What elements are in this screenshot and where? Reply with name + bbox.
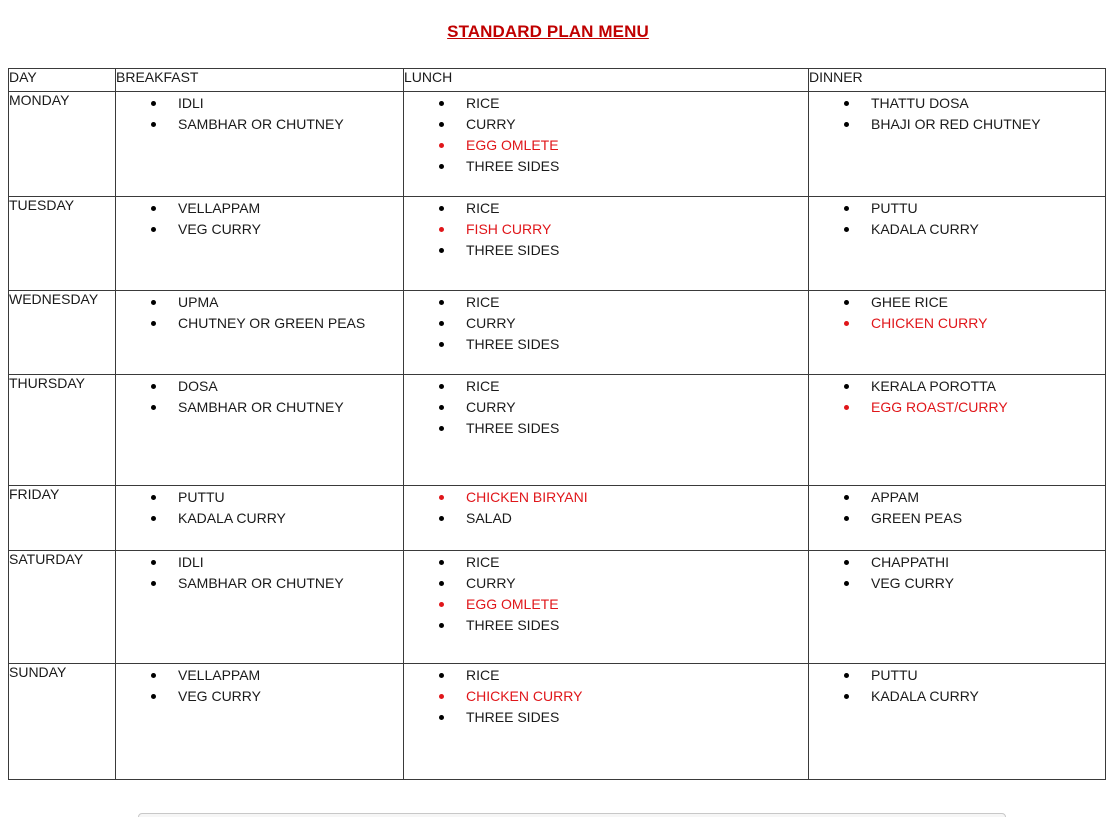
breakfast-list (116, 375, 403, 418)
bullet-icon (151, 694, 156, 699)
list-item (116, 376, 403, 397)
list-item (116, 508, 403, 529)
dinner-list (809, 197, 1105, 240)
bullet-icon (439, 602, 444, 607)
page-title: STANDARD PLAN MENU (447, 22, 649, 41)
bullet-icon (151, 122, 156, 127)
list-item (404, 397, 808, 418)
item-label: VEG CURRY (871, 575, 954, 591)
lunch-cell (404, 291, 809, 375)
list-item (404, 573, 808, 594)
breakfast-list (116, 664, 403, 707)
item-label: GREEN PEAS (871, 510, 963, 526)
item-label: SALAD (466, 510, 512, 526)
lunch-list (404, 664, 808, 728)
list-item (116, 292, 403, 313)
list-item (404, 594, 808, 615)
day-cell: MONDAY (9, 92, 116, 197)
lunch-list (404, 551, 808, 636)
bullet-icon (439, 101, 444, 106)
breakfast-list (116, 291, 403, 334)
dinner-list (809, 291, 1105, 334)
bullet-icon (439, 405, 444, 410)
list-item (116, 114, 403, 135)
item-label: SAMBHAR OR CHUTNEY (178, 399, 344, 415)
lunch-list (404, 92, 808, 177)
lunch-list (404, 375, 808, 439)
item-label: PUTTU (871, 667, 918, 683)
item-label: CURRY (466, 399, 516, 415)
item-label: THATTU DOSA (871, 95, 969, 111)
dinner-cell (809, 664, 1106, 780)
bullet-icon (844, 673, 849, 678)
bullet-icon (439, 321, 444, 326)
dinner-cell (809, 92, 1106, 197)
item-label: CHICKEN BIRYANI (466, 489, 588, 505)
dinner-cell (809, 486, 1106, 551)
lunch-cell (404, 92, 809, 197)
bullet-icon (844, 560, 849, 565)
list-item (404, 292, 808, 313)
list-item (404, 114, 808, 135)
menu-table (8, 68, 1106, 780)
list-item (116, 93, 403, 114)
bullet-icon (844, 321, 849, 326)
day-cell: SUNDAY (9, 664, 116, 780)
list-item (404, 313, 808, 334)
list-item (404, 219, 808, 240)
breakfast-cell (116, 551, 404, 664)
bullet-icon (439, 495, 444, 500)
item-label: GHEE RICE (871, 294, 949, 310)
item-label: KADALA CURRY (178, 510, 286, 526)
bullet-icon (151, 206, 156, 211)
lunch-cell (404, 551, 809, 664)
day-cell: SATURDAY (9, 551, 116, 664)
item-label: THREE SIDES (466, 242, 560, 258)
breakfast-list (116, 486, 403, 529)
list-item (116, 487, 403, 508)
breakfast-cell (116, 375, 404, 486)
breakfast-list (116, 92, 403, 135)
bullet-icon (439, 516, 444, 521)
bullet-icon (439, 426, 444, 431)
item-label: FISH CURRY (466, 221, 552, 237)
bullet-icon (844, 101, 849, 106)
item-label: EGG ROAST/CURRY (871, 399, 1008, 415)
list-item (809, 552, 1105, 573)
bullet-icon (439, 623, 444, 628)
item-label: THREE SIDES (466, 709, 560, 725)
bullet-icon (844, 495, 849, 500)
lunch-list (404, 291, 808, 355)
bullet-icon (844, 516, 849, 521)
bullet-icon (844, 227, 849, 232)
item-label: KADALA CURRY (871, 221, 979, 237)
item-label: CURRY (466, 315, 516, 331)
dinner-list (809, 92, 1105, 135)
item-label: THREE SIDES (466, 336, 560, 352)
item-label: VELLAPPAM (178, 667, 261, 683)
list-item (809, 93, 1105, 114)
list-item (404, 93, 808, 114)
item-label: KERALA POROTTA (871, 378, 996, 394)
item-label: BHAJI OR RED CHUTNEY (871, 116, 1041, 132)
list-item (809, 665, 1105, 686)
list-item (116, 573, 403, 594)
item-label: THREE SIDES (466, 420, 560, 436)
list-item (809, 376, 1105, 397)
bullet-icon (844, 206, 849, 211)
bullet-icon (151, 581, 156, 586)
item-label: EGG OMLETE (466, 596, 559, 612)
item-label: CURRY (466, 116, 516, 132)
dinner-list (809, 551, 1105, 594)
list-item (404, 508, 808, 529)
list-item (404, 686, 808, 707)
bullet-icon (439, 560, 444, 565)
breakfast-cell (116, 197, 404, 291)
item-label: VEG CURRY (178, 688, 261, 704)
bullet-icon (439, 143, 444, 148)
item-label: CHICKEN CURRY (871, 315, 988, 331)
item-label: SAMBHAR OR CHUTNEY (178, 575, 344, 591)
item-label: THREE SIDES (466, 617, 560, 633)
item-label: KADALA CURRY (871, 688, 979, 704)
item-label: APPAM (871, 489, 919, 505)
item-label: RICE (466, 294, 500, 310)
lunch-cell (404, 664, 809, 780)
list-item (404, 615, 808, 636)
header-breakfast: BREAKFAST (116, 69, 404, 92)
item-label: IDLI (178, 554, 204, 570)
list-item (404, 198, 808, 219)
item-label: CHICKEN CURRY (466, 688, 583, 704)
bullet-icon (151, 384, 156, 389)
list-item (809, 114, 1105, 135)
list-item (116, 686, 403, 707)
bullet-icon (151, 227, 156, 232)
dinner-list (809, 486, 1105, 529)
list-item (404, 487, 808, 508)
day-cell: WEDNESDAY (9, 291, 116, 375)
list-item (116, 665, 403, 686)
list-item (404, 156, 808, 177)
breakfast-cell (116, 92, 404, 197)
table-row (9, 291, 1106, 375)
bullet-icon (844, 300, 849, 305)
list-item (116, 552, 403, 573)
bullet-icon (844, 694, 849, 699)
item-label: VELLAPPAM (178, 200, 261, 216)
breakfast-cell (116, 486, 404, 551)
bullet-icon (844, 405, 849, 410)
menu-table-body (9, 69, 1106, 780)
bullet-icon (439, 206, 444, 211)
item-label: PUTTU (871, 200, 918, 216)
list-item (404, 376, 808, 397)
lunch-cell (404, 197, 809, 291)
list-item (116, 313, 403, 334)
item-label: RICE (466, 378, 500, 394)
day-cell: TUESDAY (9, 197, 116, 291)
breakfast-list (116, 551, 403, 594)
list-item (809, 313, 1105, 334)
header-dinner: DINNER (809, 69, 1106, 92)
bullet-icon (844, 581, 849, 586)
lunch-list (404, 197, 808, 261)
header-day: DAY (9, 69, 116, 92)
item-label: RICE (466, 200, 500, 216)
list-item (116, 397, 403, 418)
list-item (809, 508, 1105, 529)
list-item (809, 219, 1105, 240)
item-label: THREE SIDES (466, 158, 560, 174)
list-item (809, 198, 1105, 219)
lunch-cell (404, 486, 809, 551)
header-lunch: LUNCH (404, 69, 809, 92)
table-row (9, 375, 1106, 486)
list-item (404, 135, 808, 156)
item-label: DOSA (178, 378, 218, 394)
table-row (9, 551, 1106, 664)
list-item (404, 552, 808, 573)
list-item (809, 573, 1105, 594)
bullet-icon (439, 673, 444, 678)
breakfast-cell (116, 291, 404, 375)
item-label: UPMA (178, 294, 219, 310)
bullet-icon (439, 227, 444, 232)
bullet-icon (439, 384, 444, 389)
bullet-icon (151, 101, 156, 106)
header-row (9, 69, 1106, 92)
list-item (809, 686, 1105, 707)
bullet-icon (844, 384, 849, 389)
bullet-icon (439, 694, 444, 699)
list-item (404, 240, 808, 261)
list-item (404, 707, 808, 728)
item-label: PUTTU (178, 489, 225, 505)
day-cell: THURSDAY (9, 375, 116, 486)
dinner-cell (809, 375, 1106, 486)
bullet-icon (439, 164, 444, 169)
table-row (9, 664, 1106, 780)
item-label: RICE (466, 667, 500, 683)
bullet-icon (151, 560, 156, 565)
bullet-icon (151, 495, 156, 500)
bullet-icon (439, 342, 444, 347)
item-label: RICE (466, 95, 500, 111)
bullet-icon (151, 673, 156, 678)
item-label: VEG CURRY (178, 221, 261, 237)
breakfast-list (116, 197, 403, 240)
list-item (116, 219, 403, 240)
bullet-icon (151, 516, 156, 521)
table-row (9, 486, 1106, 551)
bullet-icon (151, 321, 156, 326)
bullet-icon (439, 248, 444, 253)
list-item (809, 487, 1105, 508)
bullet-icon (151, 300, 156, 305)
dinner-cell (809, 197, 1106, 291)
bullet-icon (844, 122, 849, 127)
bullet-icon (151, 405, 156, 410)
day-cell: FRIDAY (9, 486, 116, 551)
table-row (9, 92, 1106, 197)
list-item (116, 198, 403, 219)
bullet-icon (439, 715, 444, 720)
item-label: CHAPPATHI (871, 554, 950, 570)
item-label: EGG OMLETE (466, 137, 559, 153)
list-item (404, 418, 808, 439)
item-label: CHUTNEY OR GREEN PEAS (178, 315, 366, 331)
breakfast-cell (116, 664, 404, 780)
dinner-cell (809, 551, 1106, 664)
dinner-list (809, 375, 1105, 418)
table-row (9, 197, 1106, 291)
list-item (404, 334, 808, 355)
item-label: SAMBHAR OR CHUTNEY (178, 116, 344, 132)
item-label: RICE (466, 554, 500, 570)
list-item (809, 397, 1105, 418)
item-label: IDLI (178, 95, 204, 111)
list-item (404, 665, 808, 686)
list-item (809, 292, 1105, 313)
item-label: CURRY (466, 575, 516, 591)
bullet-icon (439, 122, 444, 127)
dinner-list (809, 664, 1105, 707)
lunch-cell (404, 375, 809, 486)
bullet-icon (439, 581, 444, 586)
dinner-cell (809, 291, 1106, 375)
lunch-list (404, 486, 808, 529)
bullet-icon (439, 300, 444, 305)
horizontal-scrollbar[interactable] (138, 813, 1006, 817)
